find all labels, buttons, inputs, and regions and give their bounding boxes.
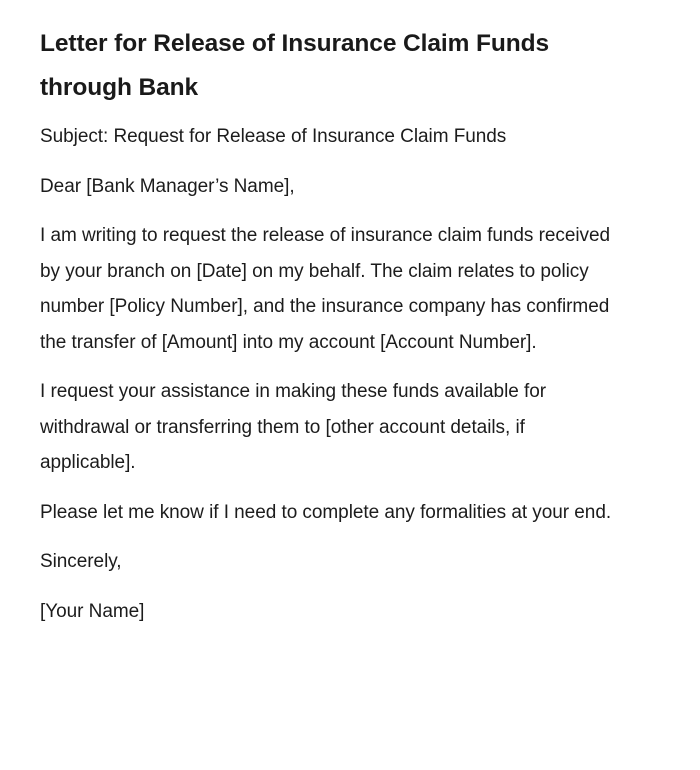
subject-line: Subject: Request for Release of Insurance Claim Funds [40, 126, 507, 147]
body-paragraph-2: I request your assistance in making these funds available for withdrawal or transferring them to [other account details, if applicable]. [40, 381, 547, 473]
body-paragraph-1: I am writing to request the release of insurance claim funds received by your branch on [Date] on my behalf. The claim relates to policy number [Policy Number], and the insurance company has confirmed the transfer of [Amount] into my account [Account Number]. [40, 225, 611, 353]
signature: [Your Name] [40, 600, 145, 622]
salutation: Dear [Bank Manager’s Name], [40, 175, 295, 197]
closing: Sincerely, [40, 551, 122, 572]
page-title: Letter for Release of Insurance Claim Funds through Bank [40, 30, 549, 101]
body-paragraph-3: Please let me know if I need to complete any formalities at your end. [40, 501, 612, 523]
letter-body [40, 119, 622, 629]
